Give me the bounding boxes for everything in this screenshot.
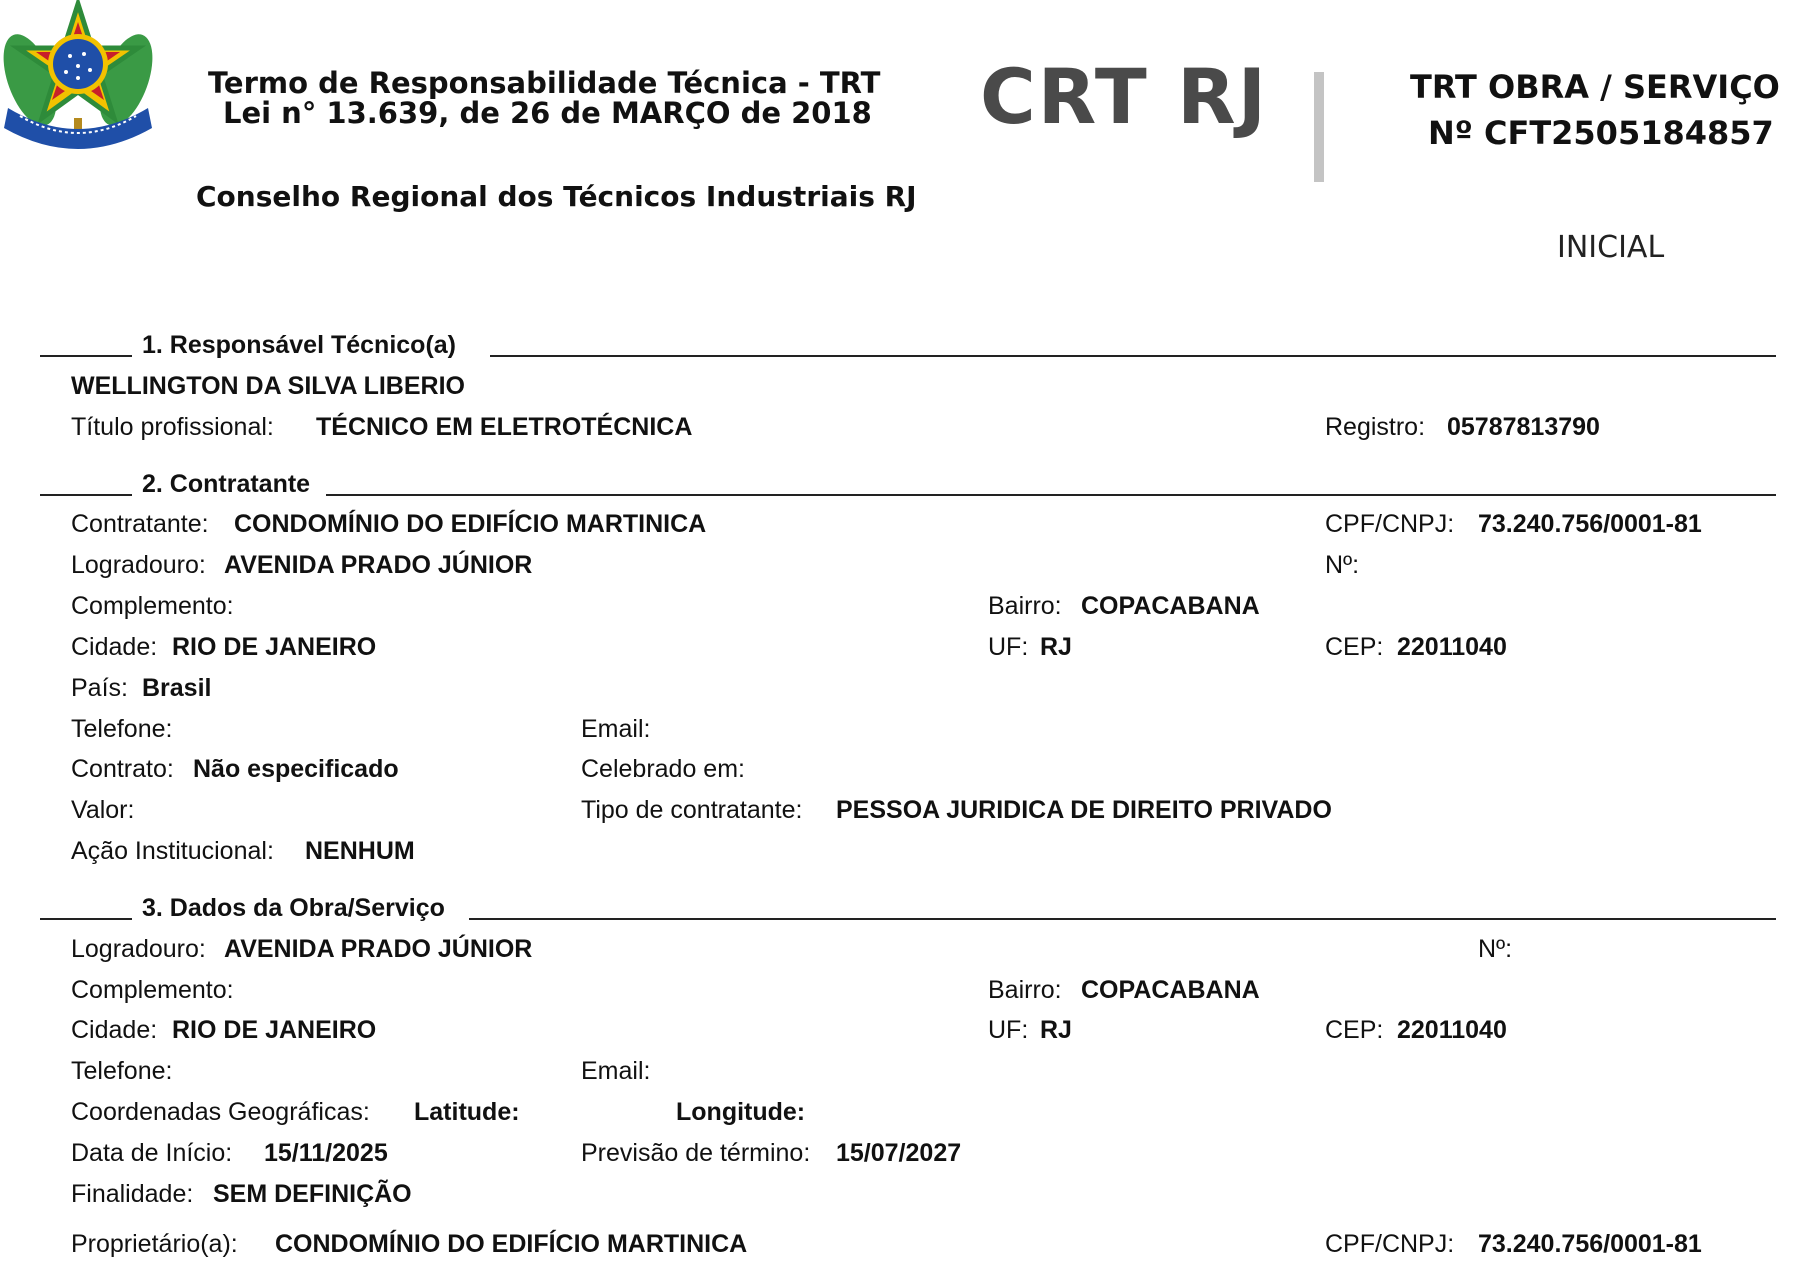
obra-uf-value: RJ <box>1040 1016 1072 1044</box>
logradouro-value: AVENIDA PRADO JÚNIOR <box>224 551 533 579</box>
acao-value: NENHUM <box>305 837 415 865</box>
finalidade-label: Finalidade: <box>71 1180 194 1208</box>
obra-cidade-value: RIO DE JANEIRO <box>172 1016 377 1044</box>
valor-label: Valor: <box>71 796 135 824</box>
pais-label: País: <box>71 674 128 702</box>
cidade-label: Cidade: <box>71 633 158 661</box>
inicio-label: Data de Início: <box>71 1139 233 1167</box>
tipo-contratante-label: Tipo de contratante: <box>581 796 803 824</box>
logradouro-label: Logradouro: <box>71 551 206 579</box>
bairro-value: COPACABANA <box>1081 592 1260 620</box>
bairro-label: Bairro: <box>988 592 1062 620</box>
obra-bairro-value: COPACABANA <box>1081 976 1260 1004</box>
cidade-value: RIO DE JANEIRO <box>172 633 377 661</box>
section-rule-right <box>469 918 1776 920</box>
numero-label: Nº: <box>1325 551 1360 579</box>
acao-label: Ação Institucional: <box>71 837 274 865</box>
tipo-contratante-value: PESSOA JURIDICA DE DIREITO PRIVADO <box>836 796 1332 824</box>
document-title <box>208 68 880 128</box>
latitude-label: Latitude: <box>414 1098 520 1126</box>
cpf-label: CPF/CNPJ: <box>1325 510 1455 538</box>
obra-logradouro-value: AVENIDA PRADO JÚNIOR <box>224 935 533 963</box>
contrato-label: Contrato: <box>71 755 174 783</box>
titulo-value: TÉCNICO EM ELETROTÉCNICA <box>316 413 693 441</box>
brand-logo-text: CRT RJ <box>980 52 1268 141</box>
obra-cidade-label: Cidade: <box>71 1016 158 1044</box>
obra-email-label: Email: <box>581 1057 651 1085</box>
status-label: INICIAL <box>1557 230 1665 265</box>
obra-cep-label: CEP: <box>1325 1016 1384 1044</box>
obra-complemento-label: Complemento: <box>71 976 234 1004</box>
section-rule-right <box>490 355 1776 357</box>
proprietario-label: Proprietário(a): <box>71 1230 238 1258</box>
council-name: Conselho Regional dos Técnicos Industriais RJ <box>196 180 917 213</box>
registro-value: 05787813790 <box>1447 413 1600 441</box>
titulo-label: Título profissional: <box>71 413 274 441</box>
proprietario-cpf-value: 73.240.756/0001-81 <box>1478 1230 1702 1258</box>
uf-label: UF: <box>988 633 1029 661</box>
email-label: Email: <box>581 715 651 743</box>
coordenadas-label: Coordenadas Geográficas: <box>71 1098 370 1126</box>
section-rule-right <box>326 494 1776 496</box>
longitude-label: Longitude: <box>676 1098 806 1126</box>
proprietario-cpf-label: CPF/CNPJ: <box>1325 1230 1455 1258</box>
section-heading-1: 1. Responsável Técnico(a) <box>142 331 457 359</box>
header-divider <box>1314 72 1324 182</box>
title-line-1: Termo de Responsabilidade Técnica - TRT <box>208 66 881 100</box>
obra-numero-label: Nº: <box>1478 935 1513 963</box>
technician-name: WELLINGTON DA SILVA LIBERIO <box>71 372 465 400</box>
termino-value: 15/07/2027 <box>836 1139 962 1167</box>
section-rule-left <box>40 494 132 496</box>
inicio-value: 15/11/2025 <box>264 1139 388 1167</box>
obra-telefone-label: Telefone: <box>71 1057 173 1085</box>
cep-label: CEP: <box>1325 633 1384 661</box>
telefone-label: Telefone: <box>71 715 173 743</box>
termino-label: Previsão de término: <box>581 1139 811 1167</box>
contratante-value: CONDOMÍNIO DO EDIFÍCIO MARTINICA <box>234 510 707 538</box>
section-rule-left <box>40 918 132 920</box>
registro-label: Registro: <box>1325 413 1426 441</box>
obra-uf-label: UF: <box>988 1016 1029 1044</box>
coat-of-arms-emblem <box>0 0 156 156</box>
finalidade-value: SEM DEFINIÇÃO <box>213 1180 412 1208</box>
trt-type: TRT OBRA / SERVIÇO <box>1410 68 1780 106</box>
uf-value: RJ <box>1040 633 1072 661</box>
section-rule-left <box>40 355 132 357</box>
contrato-value: Não especificado <box>193 755 399 783</box>
section-heading-2: 2. Contratante <box>142 470 311 498</box>
cep-value: 22011040 <box>1397 633 1507 661</box>
brazil-coat-of-arms-icon <box>0 0 156 156</box>
contratante-label: Contratante: <box>71 510 209 538</box>
obra-cep-value: 22011040 <box>1397 1016 1507 1044</box>
complemento-label: Complemento: <box>71 592 234 620</box>
title-line-2: Lei n° 13.639, de 26 de MARÇO de 2018 <box>223 96 872 130</box>
obra-bairro-label: Bairro: <box>988 976 1062 1004</box>
section-heading-3: 3. Dados da Obra/Serviço <box>142 894 445 922</box>
obra-logradouro-label: Logradouro: <box>71 935 206 963</box>
proprietario-value: CONDOMÍNIO DO EDIFÍCIO MARTINICA <box>275 1230 748 1258</box>
pais-value: Brasil <box>142 674 212 702</box>
trt-number: Nº CFT2505184857 <box>1428 114 1774 152</box>
celebrado-label: Celebrado em: <box>581 755 745 783</box>
cpf-value: 73.240.756/0001-81 <box>1478 510 1702 538</box>
